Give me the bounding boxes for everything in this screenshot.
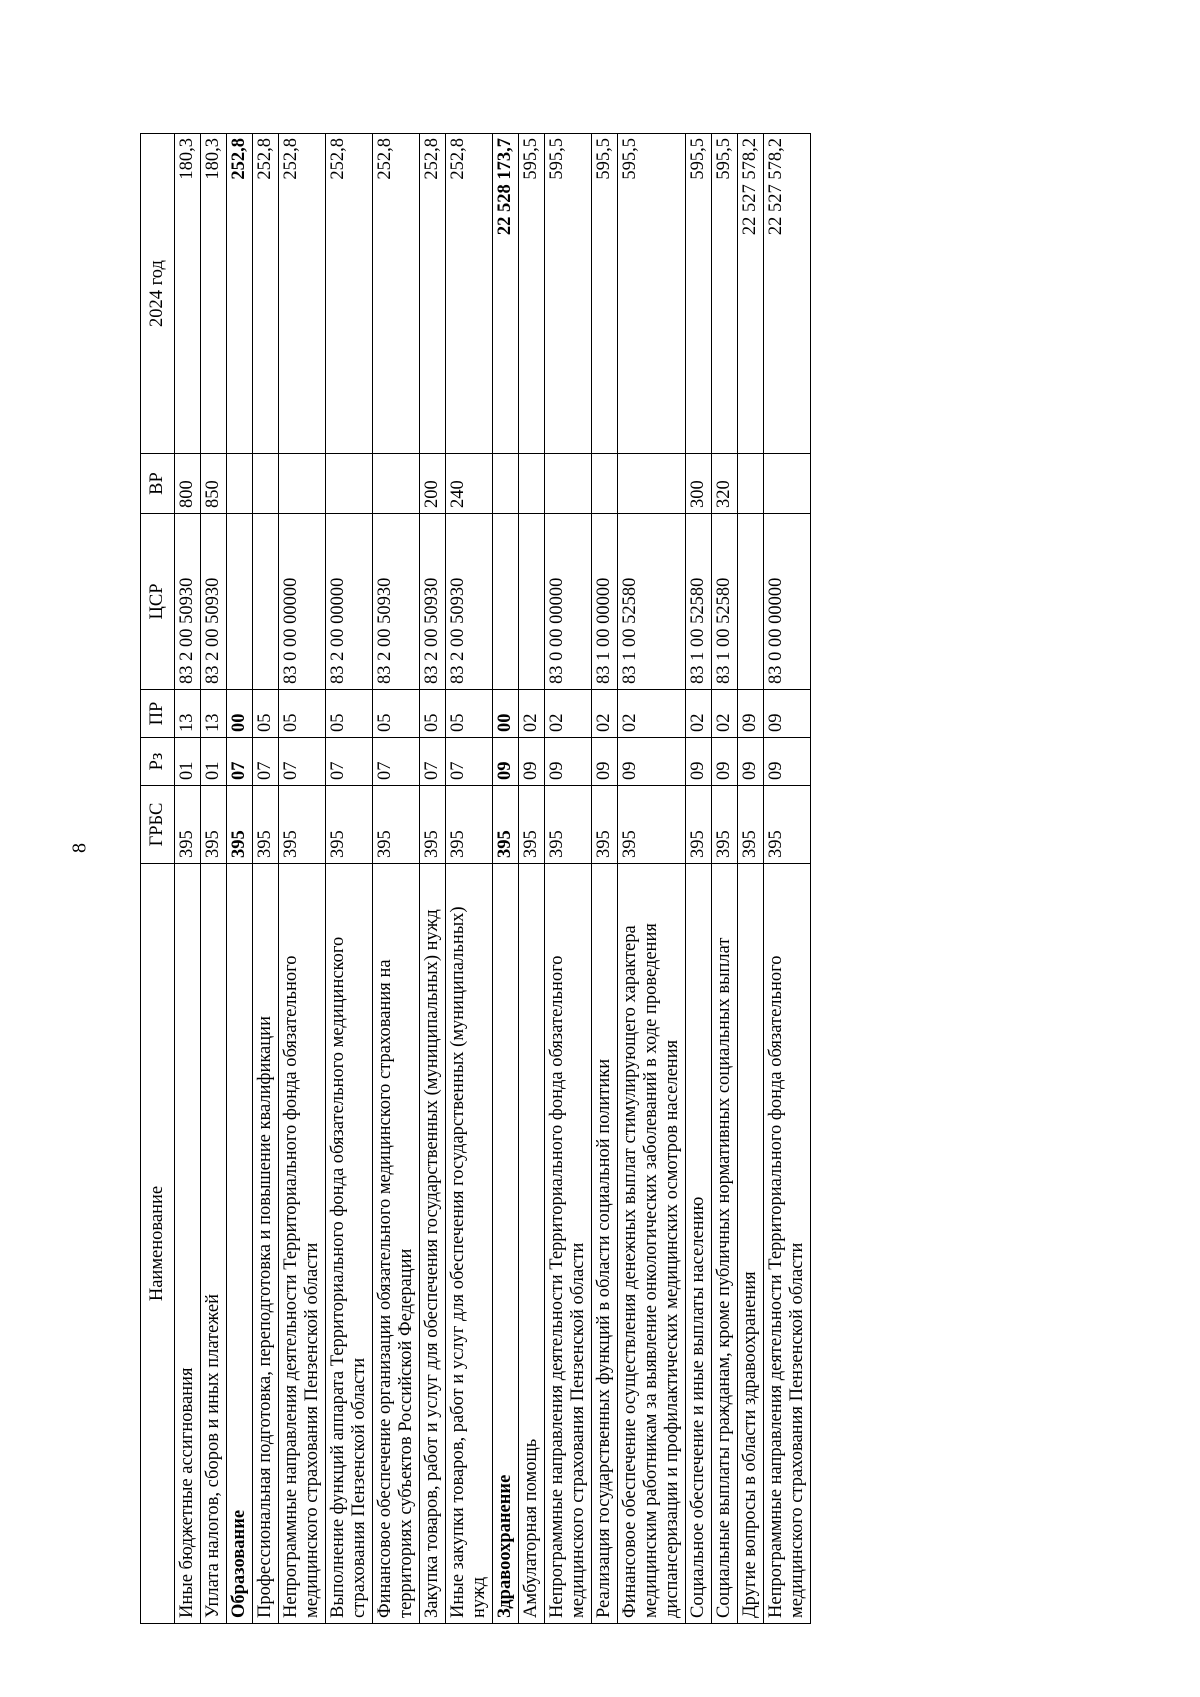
header-name: Наименование bbox=[141, 864, 175, 1624]
row-sum: 180,3 bbox=[201, 134, 227, 454]
row-pr: 09 bbox=[738, 690, 764, 738]
row-grbs: 395 bbox=[712, 786, 738, 864]
row-csr bbox=[493, 514, 519, 690]
row-grbs: 395 bbox=[175, 786, 201, 864]
row-sum: 252,8 bbox=[253, 134, 279, 454]
row-pr: 13 bbox=[175, 690, 201, 738]
header-grbs: ГРБС bbox=[141, 786, 175, 864]
row-rz: 07 bbox=[373, 738, 420, 786]
row-rz: 09 bbox=[738, 738, 764, 786]
row-grbs: 395 bbox=[738, 786, 764, 864]
row-name: Иные бюджетные ассигнования bbox=[175, 864, 201, 1624]
budget-table bbox=[140, 133, 811, 1624]
row-vr: 850 bbox=[201, 454, 227, 514]
row-vr bbox=[592, 454, 618, 514]
row-csr: 83 1 00 00000 bbox=[592, 514, 618, 690]
row-pr: 02 bbox=[686, 690, 712, 738]
row-pr: 02 bbox=[592, 690, 618, 738]
row-grbs: 395 bbox=[420, 786, 446, 864]
row-pr: 02 bbox=[712, 690, 738, 738]
header-rz: Рз bbox=[141, 738, 175, 786]
row-vr bbox=[373, 454, 420, 514]
table-row bbox=[279, 134, 326, 1624]
row-vr bbox=[764, 454, 811, 514]
header-vr: ВР bbox=[141, 454, 175, 514]
row-csr: 83 0 00 00000 bbox=[764, 514, 811, 690]
table-body bbox=[175, 134, 811, 1624]
row-grbs: 395 bbox=[519, 786, 545, 864]
row-grbs: 395 bbox=[618, 786, 686, 864]
row-csr: 83 1 00 52580 bbox=[618, 514, 686, 690]
row-rz: 07 bbox=[326, 738, 373, 786]
row-grbs: 395 bbox=[592, 786, 618, 864]
header-csr: ЦСР bbox=[141, 514, 175, 690]
row-name: Финансовое обеспечение организации обязательного медицинского страхования на территориях субъектов Российской Федерации bbox=[373, 864, 420, 1624]
row-name: Непрограммные направления деятельности Территориального фонда обязательного медицинского страхования Пензенской области bbox=[545, 864, 592, 1624]
row-vr bbox=[618, 454, 686, 514]
row-name: Финансовое обеспечение осуществления денежных выплат стимулирующего характера медицинским работникам за выявление онкологических заболеваний в ходе проведения диспансеризации и профилактических медицинских осмотров населения bbox=[618, 864, 686, 1624]
table-row bbox=[519, 134, 545, 1624]
row-grbs: 395 bbox=[446, 786, 493, 864]
row-sum: 252,8 bbox=[279, 134, 326, 454]
row-grbs: 395 bbox=[326, 786, 373, 864]
row-name: Непрограммные направления деятельности Территориального фонда обязательного медицинского страхования Пензенской области bbox=[764, 864, 811, 1624]
row-vr bbox=[227, 454, 253, 514]
row-rz: 09 bbox=[592, 738, 618, 786]
row-pr: 09 bbox=[764, 690, 811, 738]
table-row bbox=[592, 134, 618, 1624]
row-name: Образование bbox=[227, 864, 253, 1624]
row-vr bbox=[519, 454, 545, 514]
row-name: Иные закупки товаров, работ и услуг для обеспечения государственных (муниципальных) нужд bbox=[446, 864, 493, 1624]
row-grbs: 395 bbox=[686, 786, 712, 864]
row-csr: 83 2 00 50930 bbox=[175, 514, 201, 690]
row-vr bbox=[545, 454, 592, 514]
row-vr: 320 bbox=[712, 454, 738, 514]
row-vr bbox=[493, 454, 519, 514]
row-rz: 09 bbox=[686, 738, 712, 786]
row-grbs: 395 bbox=[545, 786, 592, 864]
row-name: Реализация государственных функций в области социальной политики bbox=[592, 864, 618, 1624]
row-sum: 595,5 bbox=[686, 134, 712, 454]
row-csr bbox=[227, 514, 253, 690]
row-pr: 02 bbox=[545, 690, 592, 738]
row-csr: 83 1 00 52580 bbox=[686, 514, 712, 690]
row-sum: 595,5 bbox=[712, 134, 738, 454]
table-row bbox=[686, 134, 712, 1624]
row-pr: 05 bbox=[253, 690, 279, 738]
row-sum: 22 528 173,7 bbox=[493, 134, 519, 454]
row-csr bbox=[519, 514, 545, 690]
header-row bbox=[141, 134, 175, 1624]
row-name: Амбулаторная помощь bbox=[519, 864, 545, 1624]
row-rz: 09 bbox=[493, 738, 519, 786]
row-pr: 05 bbox=[446, 690, 493, 738]
row-name: Социальное обеспечение и иные выплаты населению bbox=[686, 864, 712, 1624]
row-pr: 05 bbox=[279, 690, 326, 738]
row-sum: 252,8 bbox=[420, 134, 446, 454]
row-name: Закупка товаров, работ и услуг для обеспечения государственных (муниципальных) нужд bbox=[420, 864, 446, 1624]
row-rz: 09 bbox=[764, 738, 811, 786]
table-row bbox=[373, 134, 420, 1624]
row-sum: 22 527 578,2 bbox=[764, 134, 811, 454]
rotated-table-wrapper bbox=[140, 134, 1040, 1624]
table-row bbox=[712, 134, 738, 1624]
table-row bbox=[446, 134, 493, 1624]
row-rz: 07 bbox=[227, 738, 253, 786]
row-vr bbox=[738, 454, 764, 514]
page-number: 8 bbox=[68, 843, 91, 853]
row-rz: 01 bbox=[175, 738, 201, 786]
row-vr: 800 bbox=[175, 454, 201, 514]
row-name: Выполнение функций аппарата Территориального фонда обязательного медицинского страхования Пензенской области bbox=[326, 864, 373, 1624]
row-sum: 252,8 bbox=[373, 134, 420, 454]
row-csr: 83 0 00 00000 bbox=[279, 514, 326, 690]
row-sum: 252,8 bbox=[227, 134, 253, 454]
row-csr: 83 0 00 00000 bbox=[545, 514, 592, 690]
row-name: Непрограммные направления деятельности Территориального фонда обязательного медицинского страхования Пензенской области bbox=[279, 864, 326, 1624]
table-row bbox=[227, 134, 253, 1624]
row-sum: 595,5 bbox=[592, 134, 618, 454]
table-row bbox=[175, 134, 201, 1624]
row-csr: 83 2 00 50930 bbox=[201, 514, 227, 690]
row-csr: 83 2 00 50930 bbox=[446, 514, 493, 690]
table-row bbox=[764, 134, 811, 1624]
row-grbs: 395 bbox=[227, 786, 253, 864]
row-pr: 00 bbox=[227, 690, 253, 738]
row-grbs: 395 bbox=[279, 786, 326, 864]
row-vr bbox=[279, 454, 326, 514]
row-vr bbox=[326, 454, 373, 514]
row-sum: 595,5 bbox=[545, 134, 592, 454]
row-sum: 180,3 bbox=[175, 134, 201, 454]
table-row bbox=[493, 134, 519, 1624]
header-pr: ПР bbox=[141, 690, 175, 738]
row-rz: 01 bbox=[201, 738, 227, 786]
row-grbs: 395 bbox=[373, 786, 420, 864]
table-row bbox=[326, 134, 373, 1624]
row-rz: 09 bbox=[545, 738, 592, 786]
table-row bbox=[738, 134, 764, 1624]
row-name: Профессиональная подготовка, переподготовка и повышение квалификации bbox=[253, 864, 279, 1624]
row-grbs: 395 bbox=[764, 786, 811, 864]
row-rz: 09 bbox=[712, 738, 738, 786]
table-row bbox=[545, 134, 592, 1624]
table-row bbox=[253, 134, 279, 1624]
row-csr: 83 2 00 00000 bbox=[326, 514, 373, 690]
row-csr: 83 1 00 52580 bbox=[712, 514, 738, 690]
row-grbs: 395 bbox=[493, 786, 519, 864]
row-rz: 07 bbox=[446, 738, 493, 786]
row-pr: 05 bbox=[326, 690, 373, 738]
row-vr: 240 bbox=[446, 454, 493, 514]
row-vr: 300 bbox=[686, 454, 712, 514]
row-rz: 07 bbox=[253, 738, 279, 786]
table-row bbox=[420, 134, 446, 1624]
row-grbs: 395 bbox=[201, 786, 227, 864]
row-name: Здравоохранение bbox=[493, 864, 519, 1624]
row-rz: 09 bbox=[519, 738, 545, 786]
row-pr: 13 bbox=[201, 690, 227, 738]
row-pr: 02 bbox=[519, 690, 545, 738]
row-vr: 200 bbox=[420, 454, 446, 514]
row-csr bbox=[738, 514, 764, 690]
row-csr: 83 2 00 50930 bbox=[373, 514, 420, 690]
row-vr bbox=[253, 454, 279, 514]
row-csr bbox=[253, 514, 279, 690]
row-grbs: 395 bbox=[253, 786, 279, 864]
row-name: Другие вопросы в области здравоохранения bbox=[738, 864, 764, 1624]
row-pr: 00 bbox=[493, 690, 519, 738]
row-csr: 83 2 00 50930 bbox=[420, 514, 446, 690]
row-pr: 02 bbox=[618, 690, 686, 738]
row-pr: 05 bbox=[420, 690, 446, 738]
row-sum: 595,5 bbox=[519, 134, 545, 454]
row-sum: 252,8 bbox=[326, 134, 373, 454]
row-sum: 22 527 578,2 bbox=[738, 134, 764, 454]
row-rz: 07 bbox=[279, 738, 326, 786]
row-rz: 09 bbox=[618, 738, 686, 786]
header-sum: 2024 год bbox=[141, 134, 175, 454]
row-sum: 252,8 bbox=[446, 134, 493, 454]
row-sum: 595,5 bbox=[618, 134, 686, 454]
row-name: Уплата налогов, сборов и иных платежей bbox=[201, 864, 227, 1624]
row-pr: 05 bbox=[373, 690, 420, 738]
row-name: Социальные выплаты гражданам, кроме публичных нормативных социальных выплат bbox=[712, 864, 738, 1624]
table-row bbox=[618, 134, 686, 1624]
row-rz: 07 bbox=[420, 738, 446, 786]
table-row bbox=[201, 134, 227, 1624]
